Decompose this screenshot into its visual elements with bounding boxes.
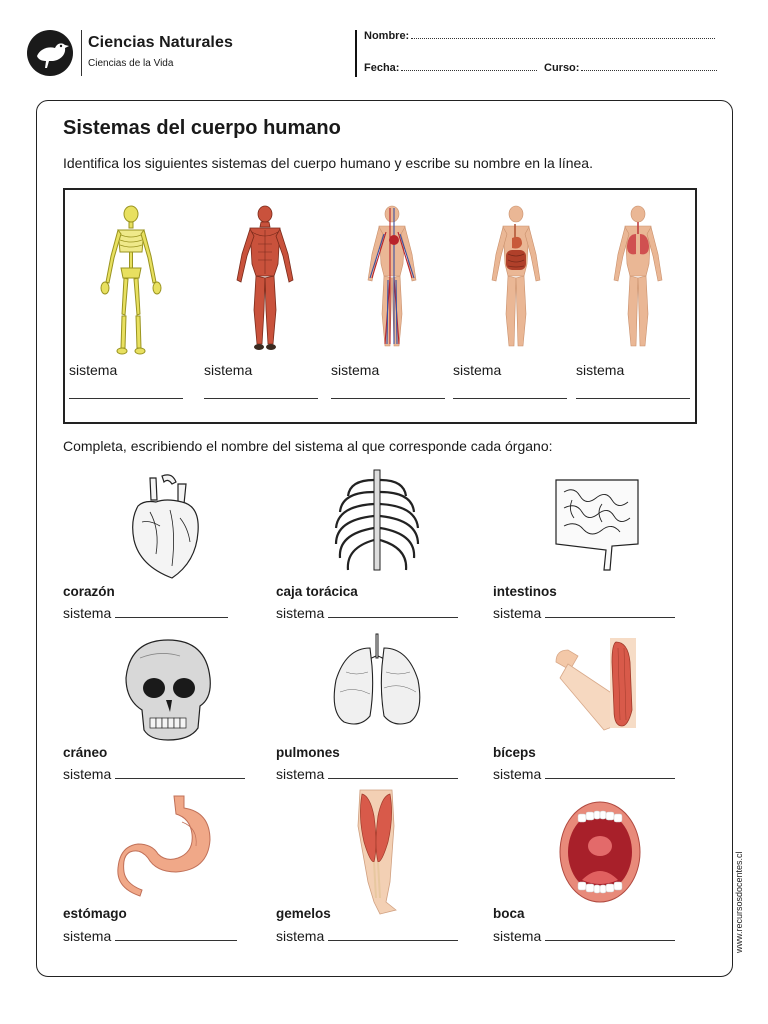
system-label-4: sistema	[453, 362, 502, 378]
skeleton-figure-icon	[96, 204, 166, 356]
system-answer-line-3[interactable]	[331, 398, 445, 399]
name-line[interactable]	[411, 38, 715, 39]
organ-prefix: sistema	[63, 928, 112, 944]
bird-logo-icon	[26, 29, 74, 77]
organ-answer-ribcage[interactable]	[276, 605, 458, 621]
brand-title: Ciencias Naturales	[88, 34, 233, 51]
answer-line[interactable]	[545, 778, 675, 779]
organ-name-biceps: bíceps	[493, 745, 536, 760]
system-label-5: sistema	[576, 362, 625, 378]
organ-answer-mouth[interactable]	[493, 928, 675, 944]
instruction-2: Completa, escribiendo el nombre del sistema al que corresponde cada órgano:	[63, 438, 553, 454]
course-field[interactable]	[544, 62, 717, 74]
answer-line[interactable]	[115, 617, 228, 618]
answer-line[interactable]	[328, 940, 458, 941]
organ-prefix: sistema	[63, 605, 112, 621]
organ-answer-calves[interactable]	[276, 928, 458, 944]
skull-illustration-icon	[120, 636, 216, 744]
date-label: Fecha:	[364, 62, 400, 74]
system-label-2: sistema	[204, 362, 253, 378]
brand-divider	[81, 30, 82, 76]
organ-prefix: sistema	[276, 605, 325, 621]
course-label: Curso:	[544, 62, 580, 74]
calves-illustration-icon	[350, 786, 402, 918]
side-url: www.recursosdocentes.cl	[734, 851, 744, 953]
organ-prefix: sistema	[493, 928, 542, 944]
system-answer-line-2[interactable]	[204, 398, 318, 399]
brand-subtitle: Ciencias de la Vida	[88, 58, 174, 69]
organ-answer-biceps[interactable]	[493, 766, 675, 782]
answer-line[interactable]	[115, 778, 245, 779]
system-answer-line-5[interactable]	[576, 398, 690, 399]
respiratory-figure-icon	[610, 204, 666, 352]
system-answer-line-1[interactable]	[69, 398, 183, 399]
organ-prefix: sistema	[276, 928, 325, 944]
organ-answer-stomach[interactable]	[63, 928, 237, 944]
organ-prefix: sistema	[63, 766, 112, 782]
circulatory-figure-icon	[364, 204, 420, 352]
mouth-illustration-icon	[556, 796, 644, 906]
biceps-illustration-icon	[552, 634, 640, 732]
answer-line[interactable]	[545, 617, 675, 618]
organ-name-intestines: intestinos	[493, 584, 557, 599]
answer-line[interactable]	[115, 940, 237, 941]
organ-name-calves: gemelos	[276, 906, 331, 921]
organ-name-heart: corazón	[63, 584, 115, 599]
organ-name-skull: cráneo	[63, 745, 108, 760]
organ-prefix: sistema	[493, 605, 542, 621]
heart-illustration-icon	[120, 470, 210, 582]
organ-answer-intestines[interactable]	[493, 605, 675, 621]
answer-line[interactable]	[328, 778, 458, 779]
system-label-1: sistema	[69, 362, 118, 378]
organ-answer-skull[interactable]	[63, 766, 245, 782]
system-answer-line-4[interactable]	[453, 398, 567, 399]
organ-name-lungs: pulmones	[276, 745, 340, 760]
digestive-figure-icon	[488, 204, 544, 352]
date-line[interactable]	[401, 70, 537, 71]
name-field[interactable]	[364, 30, 715, 42]
answer-line[interactable]	[328, 617, 458, 618]
system-label-3: sistema	[331, 362, 380, 378]
date-field[interactable]	[364, 62, 537, 74]
lungs-illustration-icon	[326, 632, 428, 728]
muscular-figure-icon	[230, 204, 300, 352]
ribcage-illustration-icon	[330, 466, 424, 580]
organ-name-mouth: boca	[493, 906, 525, 921]
instruction-1: Identifica los siguientes sistemas del cuerpo humano y escribe su nombre en la línea.	[63, 155, 593, 171]
organ-prefix: sistema	[276, 766, 325, 782]
organ-answer-heart[interactable]	[63, 605, 228, 621]
name-label: Nombre:	[364, 30, 410, 42]
organ-answer-lungs[interactable]	[276, 766, 458, 782]
answer-line[interactable]	[545, 940, 675, 941]
header-divider	[355, 30, 357, 77]
worksheet-title: Sistemas del cuerpo humano	[63, 117, 341, 139]
organ-prefix: sistema	[493, 766, 542, 782]
intestines-illustration-icon	[550, 470, 644, 580]
stomach-illustration-icon	[112, 792, 216, 900]
organ-name-stomach: estómago	[63, 906, 127, 921]
organ-name-ribcage: caja torácica	[276, 584, 358, 599]
course-line[interactable]	[581, 70, 717, 71]
